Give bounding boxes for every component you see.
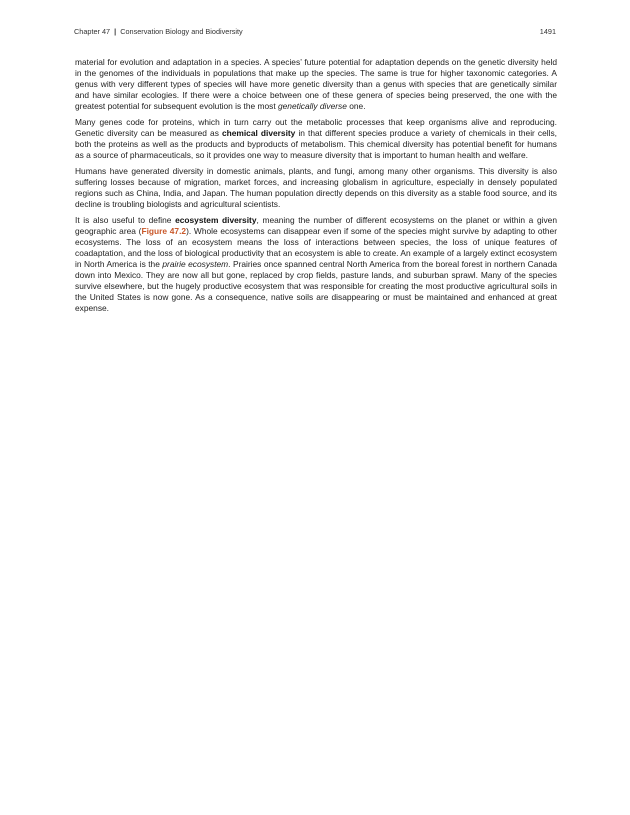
- paragraph-text: one.: [346, 100, 366, 111]
- paragraph-text: It is also useful to define: [75, 215, 176, 226]
- paragraph-text: Humans have generated diversity in domestic animals, plants, and fungi, among many other organisms. This diversity is also suffering losses because of migration, market forces, and increasing globalism in agriculture, especially in densely populated regions such as China, India, and Japan. The human population directly depends on this diversity as a stable food source, and its decline is troubling biologists and agricultural scientists.: [75, 166, 557, 209]
- paragraph-ecosystem-diversity: [75, 215, 557, 313]
- paragraph-genetic-diversity: [75, 57, 557, 112]
- paragraph-text: material for evolution and adaptation in a species. A species’ future potential for adaptation depends on the genetic diversity held in the genomes of the individuals in populations that make up the species. The same is true for higher taxonomic categories. A genus with very different types of species will have more genetic diversity than a genus with species that are genetically similar and have similar ecologies. If there were a choice between one of these genera of species being preserved, the one with the greatest potential for subsequent evolution is the most: [75, 57, 557, 111]
- term-chemical-diversity: chemical diversity: [221, 127, 296, 138]
- term-ecosystem-diversity: ecosystem diversity: [175, 215, 257, 226]
- paragraph-domestic-diversity: [75, 166, 557, 210]
- paragraph-text: , meaning the number of different ecosystems on the planet or within a given geographic area (: [75, 215, 557, 237]
- paragraph-text: in that different species produce a variety of chemicals in their cells, both the proteins as well as the products and byproducts of metabolism. This chemical diversity has potential benefit for humans as a source of pharmaceuticals, so it provides one way to measure diversity that is important to human health and welfare.: [75, 127, 558, 160]
- paragraph-chemical-diversity: [75, 117, 557, 161]
- paragraph-text: ). Whole ecosystems can disappear even if some of the species might survive by adapting to other ecosystems. The loss of an ecosystem means the loss of interactions between species, the loss of unique features of coadaptation, and the loss of biological productivity that an ecosystem is able to create. An example of a largely extinct ecosystem in North America is the: [75, 226, 557, 269]
- figure-link[interactable]: Figure 47.2: [141, 226, 187, 237]
- body-text: [75, 57, 557, 319]
- running-header: [74, 26, 556, 38]
- paragraph-text: . Prairies once spanned central North America from the boreal forest in northern Canada down into Mexico. They are now all but gone, replaced by crop fields, pasture lands, and suburban sprawl. Many of the species survive elsewhere, but the hugely productive ecosystem that was responsible for creating the most productive agricultural soils in the United States is now gone. As a consequence, native soils are disappearing or must be maintained and enhanced at great expense.: [75, 258, 558, 313]
- header-chapter-title: Conservation Biology and Biodiversity: [120, 27, 243, 36]
- header-chapter: Chapter 47: [74, 27, 111, 36]
- header-chapter-info: [74, 26, 243, 38]
- header-separator: |: [114, 27, 117, 36]
- emphasis-genetically-diverse: genetically diverse: [277, 100, 347, 111]
- emphasis-prairie-ecosystem: prairie ecosystem: [162, 258, 229, 269]
- paragraph-text: Many genes code for proteins, which in turn carry out the metabolic processes that keep organisms alive and reproducing. Genetic diversity can be measured as: [75, 117, 557, 138]
- page-number: 1491: [539, 27, 556, 36]
